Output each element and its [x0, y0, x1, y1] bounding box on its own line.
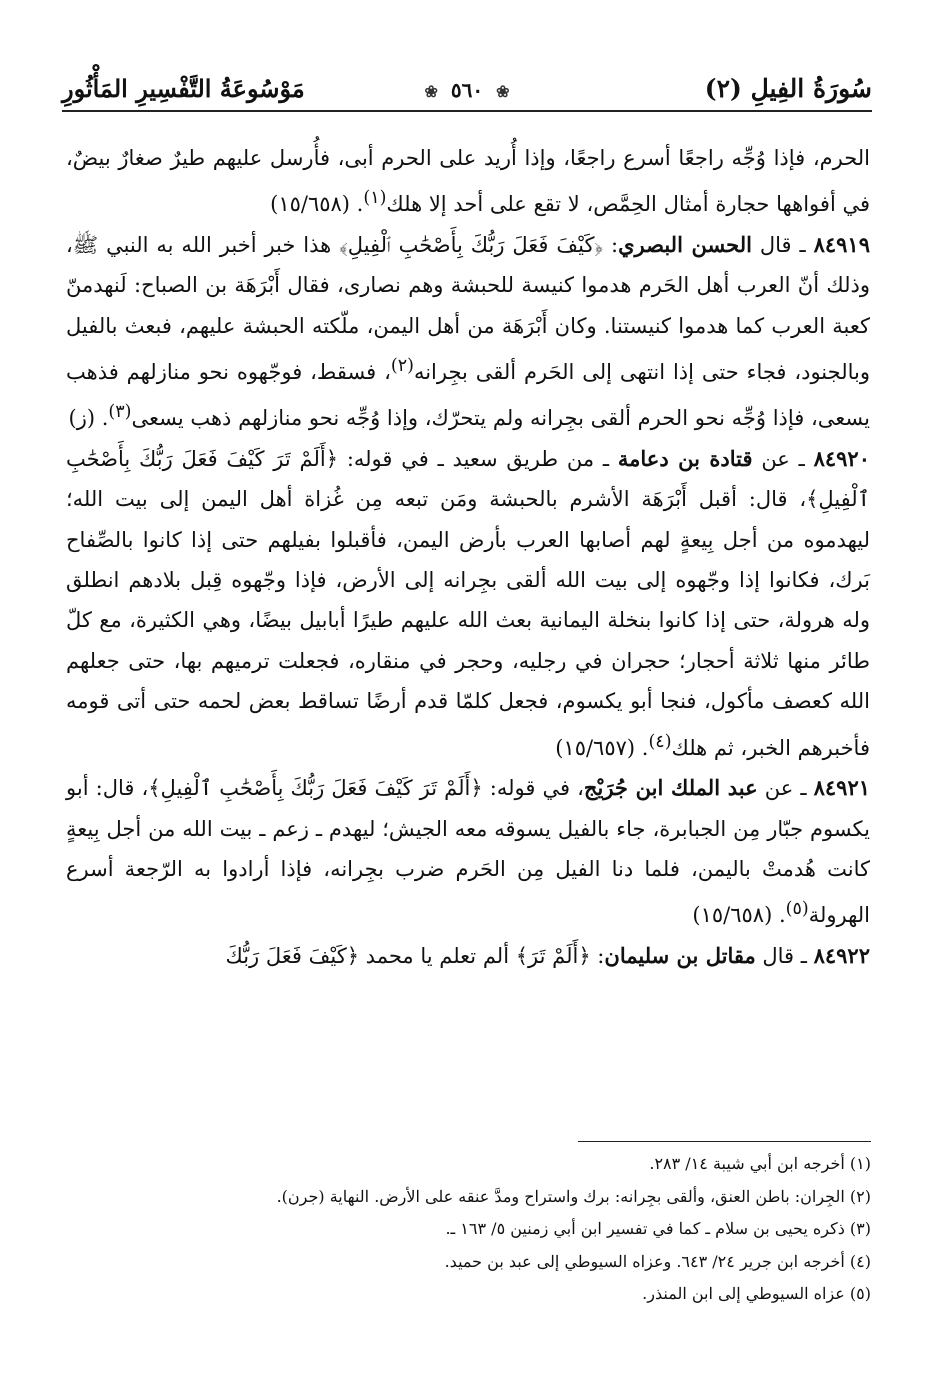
paragraph-text: الحرم، فإذا وُجِّه راجعًا أسرع راجعًا، وإذا أُريد على الحرم أبى، فأُرسل عليهم طيرٌ صغارٌ بيضٌ، في أفواهها حجارة أمثال الحِمَّص، لا تقع على أحد إلا هلك	[66, 146, 870, 217]
narration-number: ٨٤٩١٩	[813, 231, 870, 257]
narrator-name: الحسن البصري	[618, 231, 752, 257]
paragraph	[66, 768, 870, 936]
paragraph-text: ، في قوله: ﴿أَلَمْ تَرَ كَيْفَ فَعَلَ رَبُّكَ بِأَصْحَٰبِ ٱلْفِيلِ﴾، قال: أبو يكسوم جبّار مِن الجبابرة، جاء بالفيل يسوقه معه الجيش؛ ليهدم ـ زعم ـ بيت الله من أجل بِيعةٍ كانت هُدمتْ باليمن، فلما دنا الفيل مِن الحَرم ضرب بجِرانه، فإذا أرادوا به الرّجعة أسرع الهرولة	[66, 776, 870, 928]
page-number-block	[419, 78, 516, 102]
footnote-item: (١) أخرجه ابن أبي شيبة ١٤/ ٢٨٣.	[649, 1154, 871, 1173]
paragraph-text: ـ من طريق سعيد ـ في قوله: ﴿أَلَمْ تَرَ كَيْفَ فَعَلَ رَبُّكَ بِأَصْحَٰبِ ٱلْفِيلِ﴾، قال: أقبل أَبْرَهَة الأشرم بالحبشة ومَن تبعه مِن غُزاة أهل اليمن إلى بيت الله؛ ليهدموه من أجل بِيعةٍ لهم أصابها العرب بأرض اليمن، فأقبلوا بفيلهم حتى إذا كانوا بالصِّفاح بَرك، فكانوا إذا وجّهوه إلى بيت الله ألقى بجِرانه إلى الأرض، فإذا وجّهوه قِبل بلادهم انطلق وله هرولة، حتى إذا كانوا بنخلة اليمانية بعث الله عليهم طيرًا أبابيل بيضًا، وهي الكثيرة، مع كلّ طائر منها ثلاثة أحجار؛ حجران في رجليه، وحجر في منقاره، فجعلت ترميهم بها، حتى جعلهم الله كعصف مأكول، فنجا أبو يكسوم، فجعل كلمّا قدم أرضًا تساقط بعض لحمه حتى أتى قومه فأخبرهم الخبر، ثم هلك	[66, 446, 870, 760]
narration-number: ٨٤٩٢٢	[813, 942, 870, 968]
paragraph-text: ، فسقط، فوجّهوه نحو منازلهم فذهب يسعى، فإذا وُجِّه نحو الحرم ألقى بجِرانه ولم يتحرّك، وإذا وُجِّه نحو منازلهم ذهب يسعى	[66, 360, 870, 431]
paragraph-text: .	[635, 735, 649, 760]
footnote-item: (٥) عزاه السيوطي إلى ابن المنذر.	[642, 1284, 871, 1303]
paragraph-text: ـ قال	[755, 943, 814, 968]
paragraph-text: : ﴿أَلَمْ تَرَ﴾ ألم تعلم يا محمد ﴿كَيْفَ فَعَلَ رَبُّكَ	[225, 943, 605, 968]
source-reference: (١٥/٦٥٨)	[692, 903, 773, 928]
main-text	[66, 138, 870, 976]
footnote-item: (٤) أخرجه ابن جرير ٢٤/ ٦٤٣. وعزاه السيوطي إلى عبد بن حميد.	[444, 1251, 871, 1271]
header-rule	[62, 110, 872, 112]
paragraph	[66, 936, 870, 976]
paragraph-text: .	[772, 903, 786, 928]
paragraph	[66, 439, 870, 768]
footnote-marker: (٣)	[108, 402, 132, 423]
paragraph-text: .	[95, 406, 109, 431]
page-number: ٥٦٠	[450, 78, 484, 102]
paragraph-text: ـ قال	[751, 232, 814, 257]
narrator-name: مقاتل بن سليمان	[604, 942, 756, 968]
footnote-marker: (٥)	[785, 899, 809, 920]
narration-number: ٨٤٩٢١	[813, 775, 871, 801]
paragraph-text: : ﴿كَيْفَ فَعَلَ رَبُّكَ بِأَصْحَٰبِ ٱلْفِيلِ﴾ هذا خبر أخبر الله به النبي ﷺ، وذلك أنّ العرب أهل الحَرم هدموا كنيسة للحبشة وهم نصارى، فقال أَبْرَهَة بن الصباح: لَنهدمنّ كعبة العرب كما هدموا كنيستنا. وكان أَبْرَهَة من أهل اليمن، ملّكته الحبشة عليهم، فبعث بالفيل وبالجنود، فجاء حتى إذا انتهى إلى الحَرم ألقى بجِرانه	[66, 232, 870, 385]
narrator-name: عبد الملك ابن جُرَيْج	[583, 775, 758, 801]
paragraph-text: ـ عن	[752, 446, 814, 471]
footnote-item: (٢) الجِران: باطن العنق، وألقى بجِرانه: برك واستراح ومدَّ عنقه على الأرض. النهاية (جرن).	[276, 1186, 871, 1206]
narrator-name: قتادة بن دعامة	[617, 445, 753, 471]
page-header	[62, 70, 872, 110]
ornament-icon: ❀	[424, 82, 438, 101]
narration-number: ٨٤٩٢٠	[813, 445, 870, 471]
paragraph-text: ـ عن	[757, 776, 814, 801]
paragraph	[66, 225, 870, 439]
paragraph-text: .	[350, 192, 364, 217]
source-reference: (١٥/٦٥٧)	[555, 735, 636, 760]
footnote-marker: (١)	[363, 188, 387, 209]
ornament-icon: ❀	[496, 82, 510, 101]
footnotes	[67, 1148, 871, 1311]
book-title: مَوْسُوعَةُ التَّفْسِيرِ المَأْثُورِ	[62, 74, 305, 103]
source-reference: (١٥/٦٥٨)	[270, 192, 350, 217]
footnote-marker: (٤)	[648, 731, 672, 752]
footnote-rule	[578, 1141, 871, 1142]
paragraph	[66, 138, 870, 225]
surah-title: سُورَةُ الفِيلِ (٢)	[704, 74, 872, 103]
footnote-item: (٣) ذكره يحيى بن سلام ـ كما في تفسير ابن أبي زمنين ٥/ ١٦٣ ـ.	[445, 1219, 871, 1238]
footnote-marker: (٢)	[390, 356, 414, 377]
source-reference: (ز)	[68, 406, 96, 431]
